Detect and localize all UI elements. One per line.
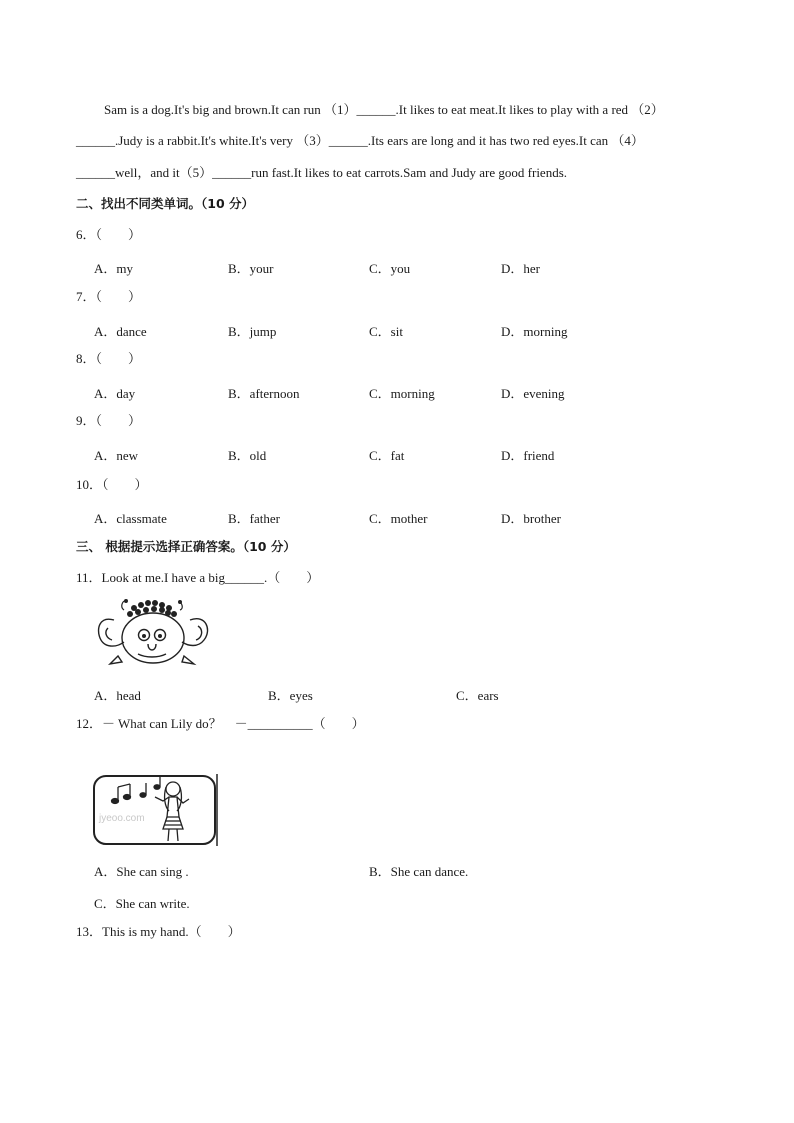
q7-option-d[interactable]: D．morning (501, 324, 568, 339)
question-6-number: 6．（ ） (76, 227, 142, 242)
question-10-number: 10．（ ） (76, 477, 148, 492)
q8-option-d[interactable]: D．evening (501, 386, 565, 401)
q7-option-b[interactable]: B．jump (228, 324, 277, 339)
passage-line-3: ______well，and it（5）______run fast.It likes to eat carrots.Sam and Judy are good friends. (76, 165, 568, 180)
picture-watermark: jyeoo.com (99, 813, 145, 824)
q9-option-c[interactable]: C．fat (369, 448, 405, 463)
question-12-text: 12．－ What can Lily do？ －__________（ ） (76, 716, 365, 731)
q11-option-a[interactable]: A．head (94, 688, 141, 703)
q10-option-d[interactable]: D．brother (501, 511, 561, 526)
q9-option-d[interactable]: D．friend (501, 448, 555, 463)
q12-option-b[interactable]: B．She can dance. (369, 864, 469, 879)
passage-line-1: Sam is a dog.It's big and brown.It can run （1）______.It likes to eat meat.It likes to play with a red （2） (104, 102, 664, 117)
big-ears-cartoon-image (94, 598, 212, 670)
q7-option-c[interactable]: C．sit (369, 324, 403, 339)
q12-option-c[interactable]: C．She can write. (94, 896, 190, 911)
q7-option-a[interactable]: A．dance (94, 324, 147, 339)
q6-option-a[interactable]: A．my (94, 261, 134, 276)
q10-option-b[interactable]: B．father (228, 511, 280, 526)
q9-option-b[interactable]: B．old (228, 448, 267, 463)
q10-option-c[interactable]: C．mother (369, 511, 428, 526)
question-9-number: 9．（ ） (76, 413, 142, 428)
section-3-title: 三、 根据提示选择正确答案。（10 分） (76, 539, 296, 554)
passage-line-2: ______.Judy is a rabbit.It's white.It's very （3）______.Its ears are long and it has two red eyes.It can （4） (76, 133, 644, 148)
q12-option-a[interactable]: A．She can sing . (94, 864, 189, 879)
section-2-title: 二、找出不同类单词。（10 分） (76, 196, 254, 211)
question-11-text: 11．Look at me.I have a big______.（ ） (76, 570, 320, 585)
reading-passage (76, 102, 716, 182)
girl-singing-image (93, 773, 219, 847)
q11-option-c[interactable]: C．ears (456, 688, 499, 703)
q6-option-c[interactable]: C．you (369, 261, 411, 276)
q9-option-a[interactable]: A．new (94, 448, 139, 463)
q6-option-d[interactable]: D．her (501, 261, 540, 276)
q11-option-b[interactable]: B．eyes (268, 688, 313, 703)
question-13-text: 13．This is my hand.（ ） (76, 924, 241, 939)
q8-option-c[interactable]: C．morning (369, 386, 435, 401)
q6-option-b[interactable]: B．your (228, 261, 274, 276)
question-7-number: 7．（ ） (76, 289, 142, 304)
q8-option-b[interactable]: B．afternoon (228, 386, 300, 401)
question-8-number: 8．（ ） (76, 351, 142, 366)
q10-option-a[interactable]: A．classmate (94, 511, 167, 526)
q8-option-a[interactable]: A．day (94, 386, 136, 401)
